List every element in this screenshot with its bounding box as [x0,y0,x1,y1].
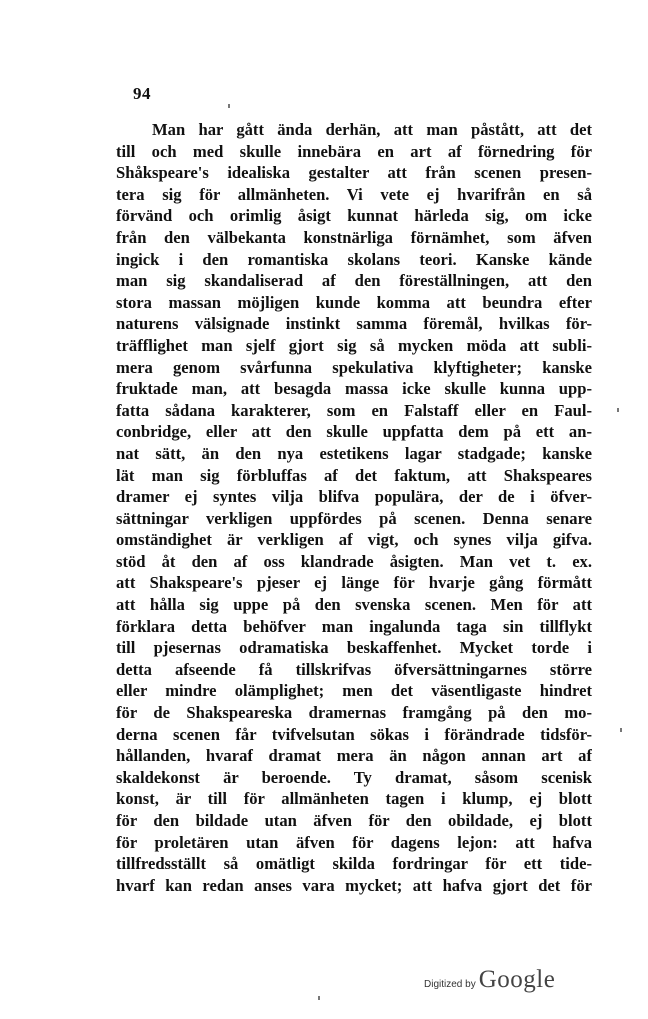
text-line: tera sig för allmänheten. Vi vete ej hvarifrån en så [116,184,592,204]
text-line: konst, är till för allmänheten tagen i klump, ej blott [116,789,592,809]
text-line: till pjesernas odramatiska beskaffenhet. Mycket torde i [116,638,592,658]
text-line: eller mindre olämplighet; men det väsentligaste hindret [116,681,592,701]
text-line: fruktade man, att besagda massa icke skulle kunna upp- [116,379,592,399]
digitized-by-label: Digitized by [424,979,476,990]
body-text [116,119,592,896]
text-line: fatta sådana karakterer, som en Falstaff eller en Faul- [116,400,592,420]
text-line: dramer ej syntes vilja blifva populära, der de i öfver- [116,487,592,507]
text-line: för den bildade utan äfven för den obildade, ej blott [116,811,592,830]
digitization-watermark [424,966,555,994]
google-logo: Google [478,966,556,993]
text-line: conbridge, eller att den skulle uppfatta dem på ett an- [116,422,592,442]
text-line: detta afseende få tillskrifvas öfversättningarnes större [116,659,592,679]
text-line: tillfredsställt så omätligt skilda fordringar för ett tide- [116,854,592,874]
text-line: förklara detta behöfver man ingalunda taga sin tillflykt [116,616,592,636]
text-line: lät man sig förbluffas af det faktum, att Shakspeares [116,465,592,485]
text-line: hållanden, hvaraf dramat mera än någon annan art af [116,746,592,766]
text-line: man sig skandaliserad af den föreställningen, att den [116,271,592,291]
text-line: hvarf kan redan anses vara mycket; att hafva gjort det för [116,875,592,895]
text-line: naturens välsignade instinkt samma föremål, hvilkas för- [116,314,592,334]
text-line: att hålla sig uppe på den svenska scenen. Men för att [116,595,592,615]
text-line: stöd åt den af oss klandrade åsigten. Man vet t. ex. [116,551,592,571]
text-line: för proletären utan äfven för dagens lejon: att hafva [116,832,592,852]
text-line: förvänd och orimlig åsigt kunnat härleda sig, om icke [116,206,592,226]
text-line: för de Shakspeareska dramernas framgång på den mo- [116,703,592,723]
text-line: omständighet är verkligen af vigt, och synes vilja gifva. [116,530,592,550]
scan-speck [228,104,230,108]
text-line: till och med skulle innebära en art af förnedring för [116,141,592,161]
text-line: Shåkspeare's idealiska gestalter att från scenen presen- [116,163,592,183]
text-line: ingick i den romantiska skolans teori. Kanske kände [116,249,592,269]
text-line: stora massan möjligen kunde komma att beundra efter [116,292,592,312]
scan-speck [318,996,320,1000]
text-line: mera genom svårfunna spekulativa klyftigheter; kanske [116,357,592,377]
text-line: sättningar verkligen uppfördes på scenen. Denna senare [116,508,592,528]
text-line: skaldekonst är beroende. Ty dramat, såsom scenisk [116,767,592,787]
text-line: från den välbekanta konstnärliga förnämhet, som äfven [116,227,592,247]
scan-speck [620,728,622,732]
text-line: Man har gått ända derhän, att man påstått, att det [152,120,592,139]
text-line: att Shakspeare's pjeser ej länge för hvarje gång förmått [116,573,592,593]
text-line: derna scenen får tvifvelsutan sökas i förändrade tidsför- [116,724,592,744]
text-line: nat sätt, än den nya estetikens lagar stadgade; kanske [116,443,592,463]
scan-speck [617,408,619,412]
page-number: 94 [133,84,151,103]
text-line: träfflighet man sjelf gjort sig så mycken möda att subli- [116,335,592,355]
